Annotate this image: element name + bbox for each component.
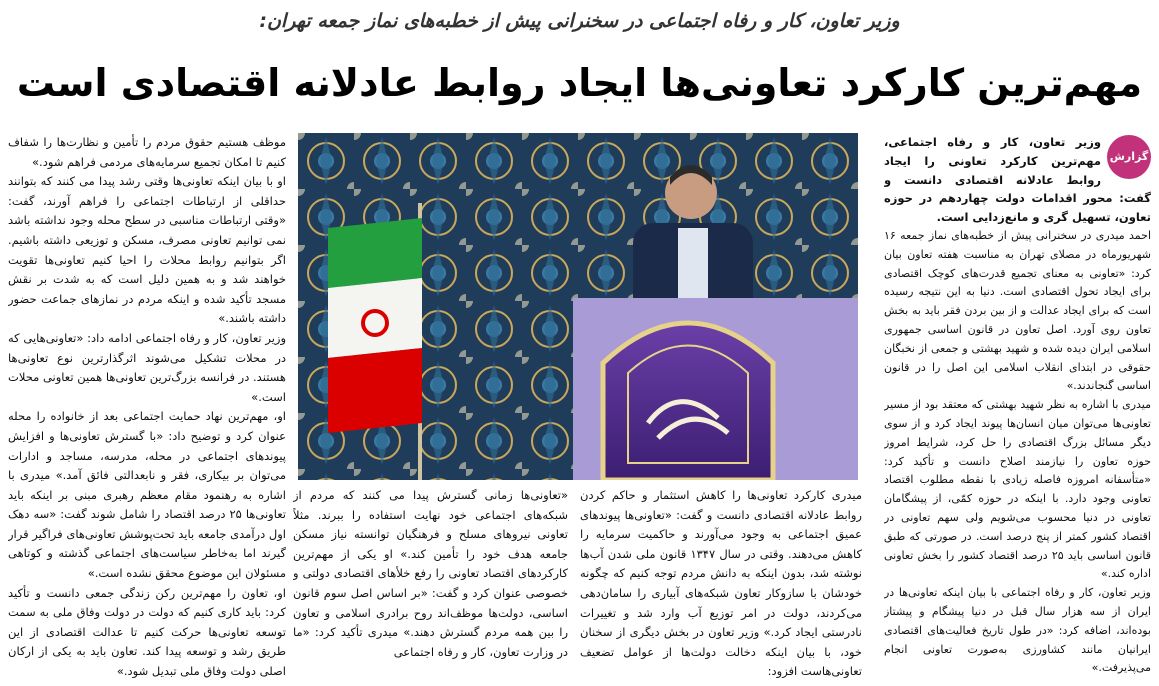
right-paragraph: میدری با اشاره به نظر شهید بهشتی که معتقد بود از مسیر تعاونی‌ها می‌توان میان انسان‌ها پیوند ایجاد کرد و از سوی دیگر مسائل بزرگ اقتصادی را حل کرد، شرایط امروز حوزه تعاون را نیازمند اصلاح دانست و تأکید کرد: «متأسفانه امروزه فاصله زیادی با نقطه مطلوب اقتصاد تعاونی وجود دارد. با اینکه در حوزه کمّی، از پیشگامان تعاونی در دنیا محسوب می‌شویم ولی سهم تعاونی در اقتصاد کشور کمتر از پنج درصد است. در صورتی که طبق قانون اساسی باید ۲۵ درصد اقتصاد کشور را بخش تعاونی اداره کند.»	[884, 398, 1151, 581]
middle-left-column	[293, 486, 568, 686]
article-lead: وزیر تعاون، کار و رفاه اجتماعی، مهم‌ترین کارکرد تعاونی را ایجاد روابط عادلانه اقتصادی دانست و گفت: محور اقدامات دولت چهاردهم در حوزه تعاون، تسهیل گری و مانع‌زدایی است.	[884, 135, 1151, 225]
middle-right-column	[580, 486, 862, 686]
article-kicker: وزیر تعاون، کار و رفاه اجتماعی در سخنرانی پیش از خطبه‌های نماز جمعه تهران:	[259, 10, 900, 32]
left-paragraph: وزیر تعاون، کار و رفاه اجتماعی ادامه داد: «تعاونی‌هایی که در محلات تشکیل می‌شوند اثرگذارترین نوع تعاونی‌ها هستند. در فرانسه بزرگ‌ترین تعاونی‌ها همین تعاونی محلات است.»	[8, 330, 286, 404]
left-paragraph: او با بیان اینکه تعاونی‌ها وقتی رشد پیدا می کنند که بتوانند حداقلی از ارتباطات اجتماعی را فراهم آورند، گفت: «وقتی ارتباطات مناسبی در سطح محله وجود نداشته باشد نمی توانیم تعاونی مصرف، مسکن و توزیعی داشته باشیم. اگر بتوانیم روابط محلات را احیا کنیم تعاونی‌ها تقویت خواهند شد و به همین دلیل است که به شدت بر نقش مسجد تأکید شده و اینکه مردم در نمازهای جماعت حضور داشته باشند.»	[8, 174, 286, 326]
middle-left-paragraph: «تعاونی‌ها زمانی گسترش پیدا می کنند که مردم از شبکه‌های اجتماعی خود نهایت استفاده را ببرند. مثلاً تعاونی نیروهای مسلح و فرهنگیان توانسته نیاز مسکن جامعه هدف خود را تأمین کند.» او یکی از مهم‌ترین کارکردهای اقتصاد تعاونی را رفع خلأهای اقتصادی دولتی و خصوصی عنوان کرد و گفت: «بر اساس اصل سوم قانون اساسی، دولت‌ها موظف‌اند روح برادری اسلامی و تعاون را بین همه مردم گسترش دهند.» میدری تأکید کرد: «ما در وزارت تعاون، کار و رفاه اجتماعی	[293, 488, 568, 659]
right-column	[884, 133, 1151, 686]
photo-illustration	[298, 133, 858, 480]
left-paragraph: او، تعاون را مهم‌ترین رکن زندگی جمعی دانست و تأکید کرد: باید کاری کنیم که دولت در دولت وفاق ملی به سمت توسعه تعاونی‌ها حرکت کنیم تا عدالت اقتصادی از این طریق رشد و توسعه پیدا کند. تعاون باید به یکی از ارکان اصلی دولت وفاق ملی تبدیل شود.»	[8, 585, 286, 679]
left-paragraph: موظف هستیم حقوق مردم را تأمین و نظارت‌ها را شفاف کنیم تا امکان تجمیع سرمایه‌های مردمی فراهم شود.»	[8, 135, 286, 169]
left-column	[8, 133, 286, 686]
article-photo	[298, 133, 858, 480]
report-badge: گزارش	[1107, 135, 1151, 179]
article-headline: مهم‌ترین کارکرد تعاونی‌ها ایجاد روابط عادلانه اقتصادی است	[16, 61, 1143, 105]
middle-right-paragraph: میدری کارکرد تعاونی‌ها را کاهش استثمار و حاکم کردن روابط عادلانه اقتصادی دانست و گفت: «تعاونی‌ها پیوندهای عمیق اجتماعی به وجود می‌آورند و حاکمیت سرمایه را کاهش می‌دهند. وقتی در سال ۱۳۴۷ قانون ملی شدن آب‌ها نوشته شد، بدون اینکه به دانش مردم توجه کنیم که چگونه خودشان با سازوکار تعاون شبکه‌های آبیاری را سامان‌دهی می‌کردند، دولت در امر توزیع آب وارد شد و تغییرات نادرستی ایجاد کرد.» وزیر تعاون در بخش دیگری از سخنان خود، با بیان اینکه دخالت دولت‌ها از عوامل تضعیف تعاونی‌هاست افزود:	[580, 488, 862, 679]
right-paragraph: احمد میدری در سخنرانی پیش از خطبه‌های نماز جمعه ۱۶ شهریورماه در مصلای تهران به مناسبت هفته تعاون بیان کرد: «تعاونی به معنای تجمیع قدرت‌های کوچک اقتصادی برای ایجاد تحول اقتصادی است. دنیا به این نتیجه رسیده است که برای ایجاد عدالت و از بین بردن فقر باید به بخش تعاون روی آورد. اصل تعاون در قانون اساسی جمهوری اسلامی ایران دیده شده و شهید بهشتی و جمعی از نخبگان حقوقی در ابتدای انقلاب اسلامی این اصل را در قانون اساسی گنجاندند.»	[884, 228, 1151, 393]
right-paragraph: وزیر تعاون، کار و رفاه اجتماعی با بیان اینکه تعاونی‌ها در ایران از سه هزار سال قبل در دنیا پیشگام و پیشتاز بوده‌اند، اضافه کرد: «در طول تاریخ فعالیت‌های اقتصادی ایرانیان مانند کشاورزی به‌صورت تعاونی انجام می‌پذیرفت.»	[884, 586, 1151, 675]
left-paragraph: او، مهم‌ترین نهاد حمایت اجتماعی بعد از خانواده را محله عنوان کرد و توضیح داد: «با گسترش تعاونی‌ها و افزایش پیوندهای اجتماعی در محله، مدرسه، مساجد و ادارات می‌توان بر بیکاری، فقر و نابعدالتی فائق آمد.» میدری با اشاره به رهنمود مقام معظم رهبری مبنی بر اینکه باید تعاونی‌ها ۲۵ درصد اقتصاد را شامل شوند گفت: «سه دهک اول درآمدی جامعه باید تحت‌پوشش تعاونی‌های فراگیر قرار گیرند اما به‌خاطر سیاست‌های اجتماعی گذشته و کوتاهی مسئولان این موضوع محقق نشده است.»	[8, 409, 286, 581]
